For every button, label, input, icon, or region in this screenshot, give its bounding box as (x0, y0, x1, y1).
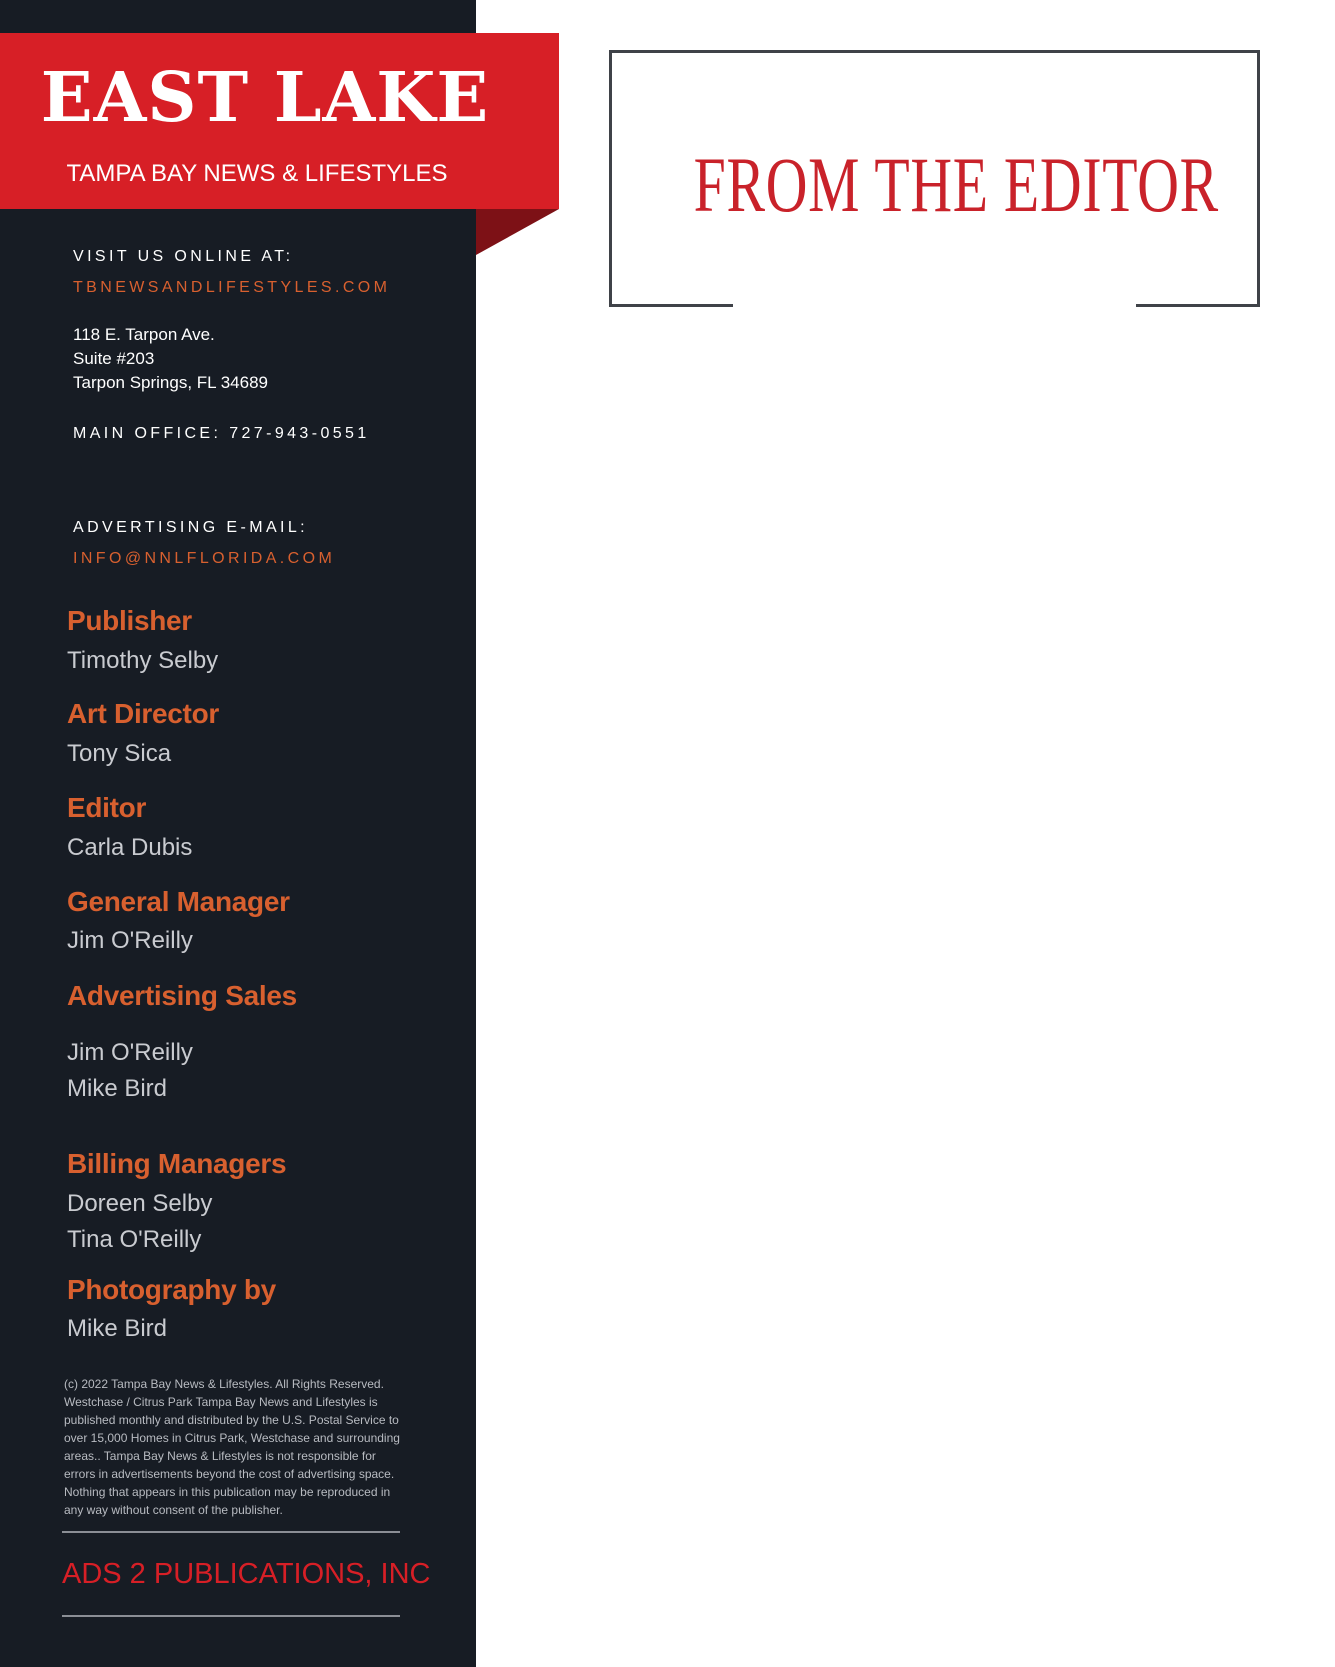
frame-border (1136, 304, 1260, 307)
staff-name: Carla Dubis (67, 834, 193, 861)
visit-label: VISIT US ONLINE AT: (73, 248, 294, 265)
masthead-title: EAST LAKE (40, 58, 490, 138)
staff-name: Mike Bird (67, 1315, 168, 1342)
editor-heading: FROM THE EDITOR (693, 141, 1219, 228)
frame-border (609, 50, 612, 307)
banner-fold (476, 209, 559, 255)
address-line: 118 E. Tarpon Ave. (73, 325, 215, 344)
advertising-email-link[interactable]: INFO@NNLFLORIDA.COM (73, 550, 336, 567)
staff-role-general-manager: General Manager (67, 886, 290, 917)
masthead-subtitle: TAMPA BAY NEWS & LIFESTYLES (66, 160, 448, 187)
frame-border (609, 50, 1260, 53)
staff-role-publisher: Publisher (67, 605, 192, 636)
staff-name: Timothy Selby (67, 647, 219, 674)
staff-role-editor: Editor (67, 792, 147, 823)
staff-name: Tony Sica (67, 740, 172, 767)
staff-role-billing-managers: Billing Managers (67, 1148, 287, 1179)
divider (62, 1615, 400, 1617)
staff-name: Jim O'Reilly (67, 1039, 193, 1066)
website-link[interactable]: TBNEWSANDLIFESTYLES.COM (73, 279, 391, 296)
staff-name: Doreen Selby (67, 1190, 213, 1217)
address-line: Tarpon Springs, FL 34689 (73, 373, 268, 392)
staff-name: Tina O'Reilly (67, 1226, 202, 1253)
publisher-company: ADS 2 PUBLICATIONS, INC (62, 1558, 431, 1590)
address-block (73, 323, 268, 395)
staff-role-art-director: Art Director (67, 698, 219, 729)
staff-name: Mike Bird (67, 1075, 168, 1102)
frame-border (1257, 50, 1260, 307)
divider (62, 1531, 400, 1533)
legal-notice: (c) 2022 Tampa Bay News & Lifestyles. All Rights Reserved. Westchase / Citrus Park Tampa Bay News and Lifestyles is published monthly and distributed by the U.S. Postal Service to over 15,000 Homes in Citrus Park, Westchase and surrounding areas.. Tampa Bay News & Lifestyles is not responsible for errors in advertisements beyond the cost of advertising space. Nothing that appears in this publication may be reproduced in any way without consent of the publisher. (64, 1377, 400, 1517)
frame-border (609, 304, 733, 307)
advertising-label: ADVERTISING E-MAIL: (73, 519, 309, 536)
main-office-phone: MAIN OFFICE: 727-943-0551 (73, 425, 370, 442)
staff-role-photography: Photography by (67, 1274, 276, 1305)
editor-heading-frame (609, 50, 1260, 307)
address-line: Suite #203 (73, 349, 155, 368)
staff-name: Jim O'Reilly (67, 927, 193, 954)
staff-role-advertising-sales: Advertising Sales (67, 980, 297, 1011)
